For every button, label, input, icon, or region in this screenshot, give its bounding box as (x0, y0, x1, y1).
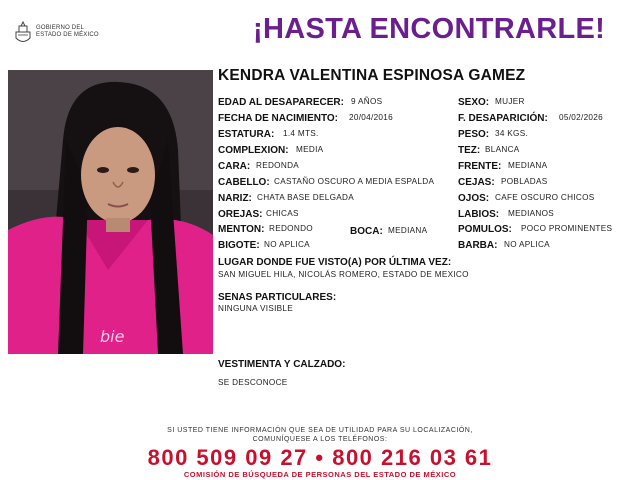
menton-value: REDONDO (269, 224, 313, 233)
cejas-field (458, 175, 548, 189)
barba-label: BARBA: (458, 240, 498, 251)
pomulos-label: POMULOS: (458, 224, 512, 235)
commission-name: COMISIÓN DE BÚSQUEDA DE PERSONAS DEL ESTADO DE MÉXICO (183, 470, 457, 479)
vestimenta-value: SE DESCONOCE (218, 378, 288, 387)
pomulos-value: POCO PROMINENTES (521, 224, 613, 233)
tez-label: TEZ: (458, 145, 481, 156)
government-logo (12, 20, 132, 50)
headline: ¡HASTA ENCONTRARLE! (253, 13, 606, 45)
orejas-value: CHICAS (266, 209, 299, 218)
cabello-label: CABELLO: (218, 177, 270, 188)
lugar-value: SAN MIGUEL HILA, NICOLÁS ROMERO, ESTADO DE MEXICO (218, 270, 469, 279)
footer-note-line1: SI USTED TIENE INFORMACIÓN QUE SEA DE UTILIDAD PARA SU LOCALIZACIÓN, (167, 427, 473, 434)
bigote-value: NO APLICA (264, 240, 310, 249)
footer-note-line2: COMUNÍQUESE A LOS TELÉFONOS: (252, 436, 388, 443)
boca-value: MEDIANA (388, 226, 428, 235)
frente-value: MEDIANA (508, 161, 548, 170)
nariz-field (218, 191, 355, 205)
state-seal-icon (12, 20, 34, 46)
cara-label: CARA: (218, 161, 251, 172)
complexion-value: MEDIA (296, 145, 324, 154)
cara-field (218, 159, 300, 173)
peso-label: PESO: (458, 129, 490, 140)
frente-label: FRENTE: (458, 161, 502, 172)
gov-text-line2: ESTADO DE MÉXICO (36, 32, 99, 38)
nariz-value: CHATA BASE DELGADA (257, 193, 355, 202)
menton-label: MENTON: (218, 224, 265, 235)
frente-field (458, 159, 548, 173)
complexion-label: COMPLEXION: (218, 145, 289, 156)
cara-value: REDONDA (256, 161, 300, 170)
ojos-field (458, 191, 595, 205)
nacimiento-label: FECHA DE NACIMIENTO: (218, 113, 338, 124)
sexo-field (458, 95, 525, 109)
menton-field (218, 222, 313, 236)
svg-text:bie: bie (100, 327, 125, 346)
desaparicion-value: 05/02/2026 (559, 113, 603, 122)
cejas-label: CEJAS: (458, 177, 495, 188)
estatura-value: 1.4 MTS. (283, 129, 319, 138)
barba-value: NO APLICA (504, 240, 550, 249)
sexo-value: MUJER (495, 97, 525, 106)
gov-text-line1: GOBIERNO DEL (36, 25, 85, 31)
nariz-label: NARIZ: (218, 193, 252, 204)
boca-label: BOCA: (350, 226, 383, 237)
peso-field (458, 127, 529, 141)
desaparicion-label: F. DESAPARICIÓN: (458, 113, 548, 124)
orejas-field (218, 207, 299, 221)
complexion-field (218, 143, 324, 157)
missing-person-photo (8, 70, 213, 354)
edad-field (218, 95, 383, 109)
cabello-field (218, 175, 435, 189)
tez-field (458, 143, 520, 157)
vestimenta-label: VESTIMENTA Y CALZADO: (218, 359, 346, 370)
labios-field (458, 207, 555, 221)
nacimiento-field (218, 111, 393, 125)
ojos-value: CAFE OSCURO CHICOS (495, 193, 595, 202)
cejas-value: POBLADAS (501, 177, 548, 186)
header (0, 0, 640, 62)
labios-label: LABIOS: (458, 209, 500, 220)
cabello-value: CASTAÑO OSCURO A MEDIA ESPALDA (274, 177, 435, 186)
portrait-illustration (8, 70, 213, 354)
senas-label: SENAS PARTICULARES: (218, 292, 337, 303)
estatura-label: ESTATURA: (218, 129, 275, 140)
labios-value: MEDIANOS (508, 209, 555, 218)
boca-field (350, 224, 428, 238)
person-name: KENDRA VALENTINA ESPINOSA GAMEZ (218, 67, 526, 84)
sexo-label: SEXO: (458, 97, 490, 108)
edad-value: 9 AÑOS (351, 97, 383, 106)
barba-field (458, 238, 550, 252)
ojos-label: OJOS: (458, 193, 490, 204)
tez-value: BLANCA (485, 145, 520, 154)
phone-numbers[interactable]: 800 509 09 27 • 800 216 03 61 (147, 445, 493, 470)
bigote-field (218, 238, 310, 252)
pomulos-field (458, 222, 613, 236)
senas-value: NINGUNA VISIBLE (218, 304, 294, 313)
bigote-label: BIGOTE: (218, 240, 260, 251)
orejas-label: OREJAS: (218, 209, 263, 220)
nacimiento-value: 20/04/2016 (349, 113, 393, 122)
peso-value: 34 KGS. (495, 129, 529, 138)
estatura-field (218, 127, 319, 141)
desaparicion-field (458, 111, 603, 125)
edad-label: EDAD AL DESAPARECER: (218, 97, 344, 108)
lugar-label: LUGAR DONDE FUE VISTO(A) POR ÚLTIMA VEZ: (218, 257, 452, 268)
